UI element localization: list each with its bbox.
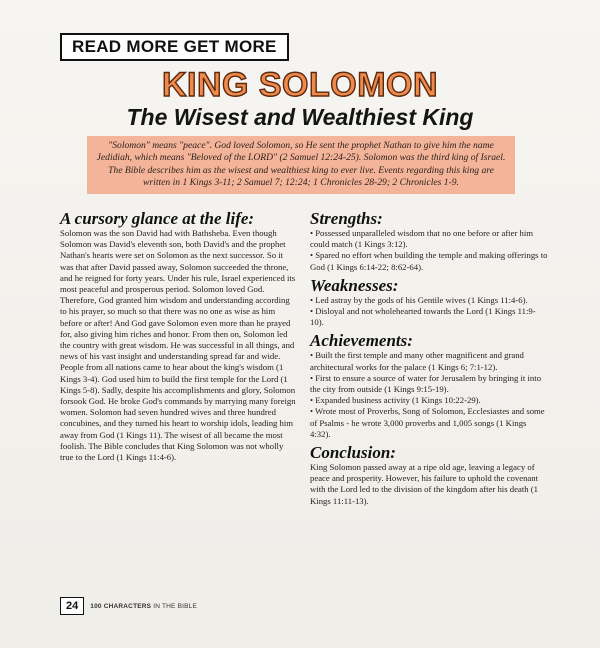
strengths-heading: Strengths: [310,209,383,228]
list-item: • Led astray by the gods of his Gentile wives (1 Kings 11:4-6). [310,294,528,305]
life-text: Solomon was the son David had with Bathsheba. Even though Solomon was David's eleventh son, both David's and the prophet Nathan's hearts were set on Solomon as the next successor. So it was that after David passed away, Solomon succeeded the throne, and he reigned for forty years. Under his rule, Israel experienced its most peaceful and prosperous period. Solomon loved God. Therefore, God granted him wisdom and understanding according to his prayer, so much so that there was no one as wise as him before or after! And God gave Solomon even more than he prayed for, also giving him riches and honor. From then on, Solomon led the country with great wisdom. He was successful in all things, and news of his vast insight and understanding spread far and wide. People from all nations came to hear about the king's wisdom (1 Kings 3-4). God used him to build the first temple for the Lord (1 Kings 5-8). Sadly, despite his accomplishments and glory, Solomon forsook God. He broke God's commands by marrying many foreign women. Solomon had seven hundred wives and three hundred concubines, and they turned his heart to worship idols, leading him away from God (1 Kings 11). The wisest of all became the most foolish. The Bible concludes that King Solomon was not wholly true to the Lord (1 Kings 11:4-6). [60,228,296,463]
left-column [60,210,296,463]
book-title-bold: 100 CHARACTERS [90,602,152,610]
list-item: • Wrote most of Proverbs, Song of Solomon, Ecclesiastes and some of Psalms - he wrote 3,000 proverbs and 1,005 songs (1 Kings 4:32). [310,406,545,439]
list-item: • Disloyal and not wholehearted towards the Lord (1 Kings 11:9-10). [310,306,536,328]
right-column [310,210,548,507]
achievements-list [310,350,548,440]
read-more-banner: READ MORE GET MORE [60,33,289,61]
page-number: 24 [60,597,84,615]
life-heading: A cursory glance at the life: [60,209,255,228]
list-item: • Built the first temple and many other magnificent and grand architectural works for the palace (1 Kings 6; 7:1-12). [310,350,524,372]
list-item: • Expanded business activity (1 Kings 10:22-29). [310,395,481,406]
page-title: KING SOLOMON [161,66,439,104]
page-footer [60,595,197,617]
conclusion-text: King Solomon passed away at a ripe old age, leaving a legacy of peace and prosperity. However, his failure to uphold the covenant with the Lord led to the division of the kingdom after his death (1 Kings 11:11-13). [310,462,539,506]
achievements-heading: Achievements: [310,331,413,351]
book-title [90,603,197,610]
book-title-rest: IN THE BIBLE [151,602,198,610]
list-item: • First to ensure a source of water for Jerusalem by bringing it into the city from outside (1 Kings 9:15-19). [310,372,542,395]
conclusion-heading: Conclusion: [310,443,396,463]
page-subtitle: The Wisest and Wealthiest King [126,104,474,130]
weaknesses-heading: Weaknesses: [310,275,399,295]
intro-box: "Solomon" means "peace". God loved Solomon, so He sent the prophet Nathan to give him the name Jedidiah, which means "Beloved of the LORD" (2 Samuel 12:24-25). Solomon was the third king of Israel. The Bible describes him as the wisest and wealthiest king to ever live. Events regarding this king are written in 1 Kings 3-11; 2 Samuel 7; 12:24; 1 Chronicles 28-29; 2 Chronicles 1-9. [87,136,515,194]
weaknesses-list [310,295,548,329]
strengths-list [310,228,548,273]
list-item: • Spared no effort when building the temple and making offerings to God (1 Kings 6:14-22; 8:62-64). [310,250,548,272]
list-item: • Possessed unparalleled wisdom that no one before or after him could match (1 Kings 3:12). [310,228,534,250]
